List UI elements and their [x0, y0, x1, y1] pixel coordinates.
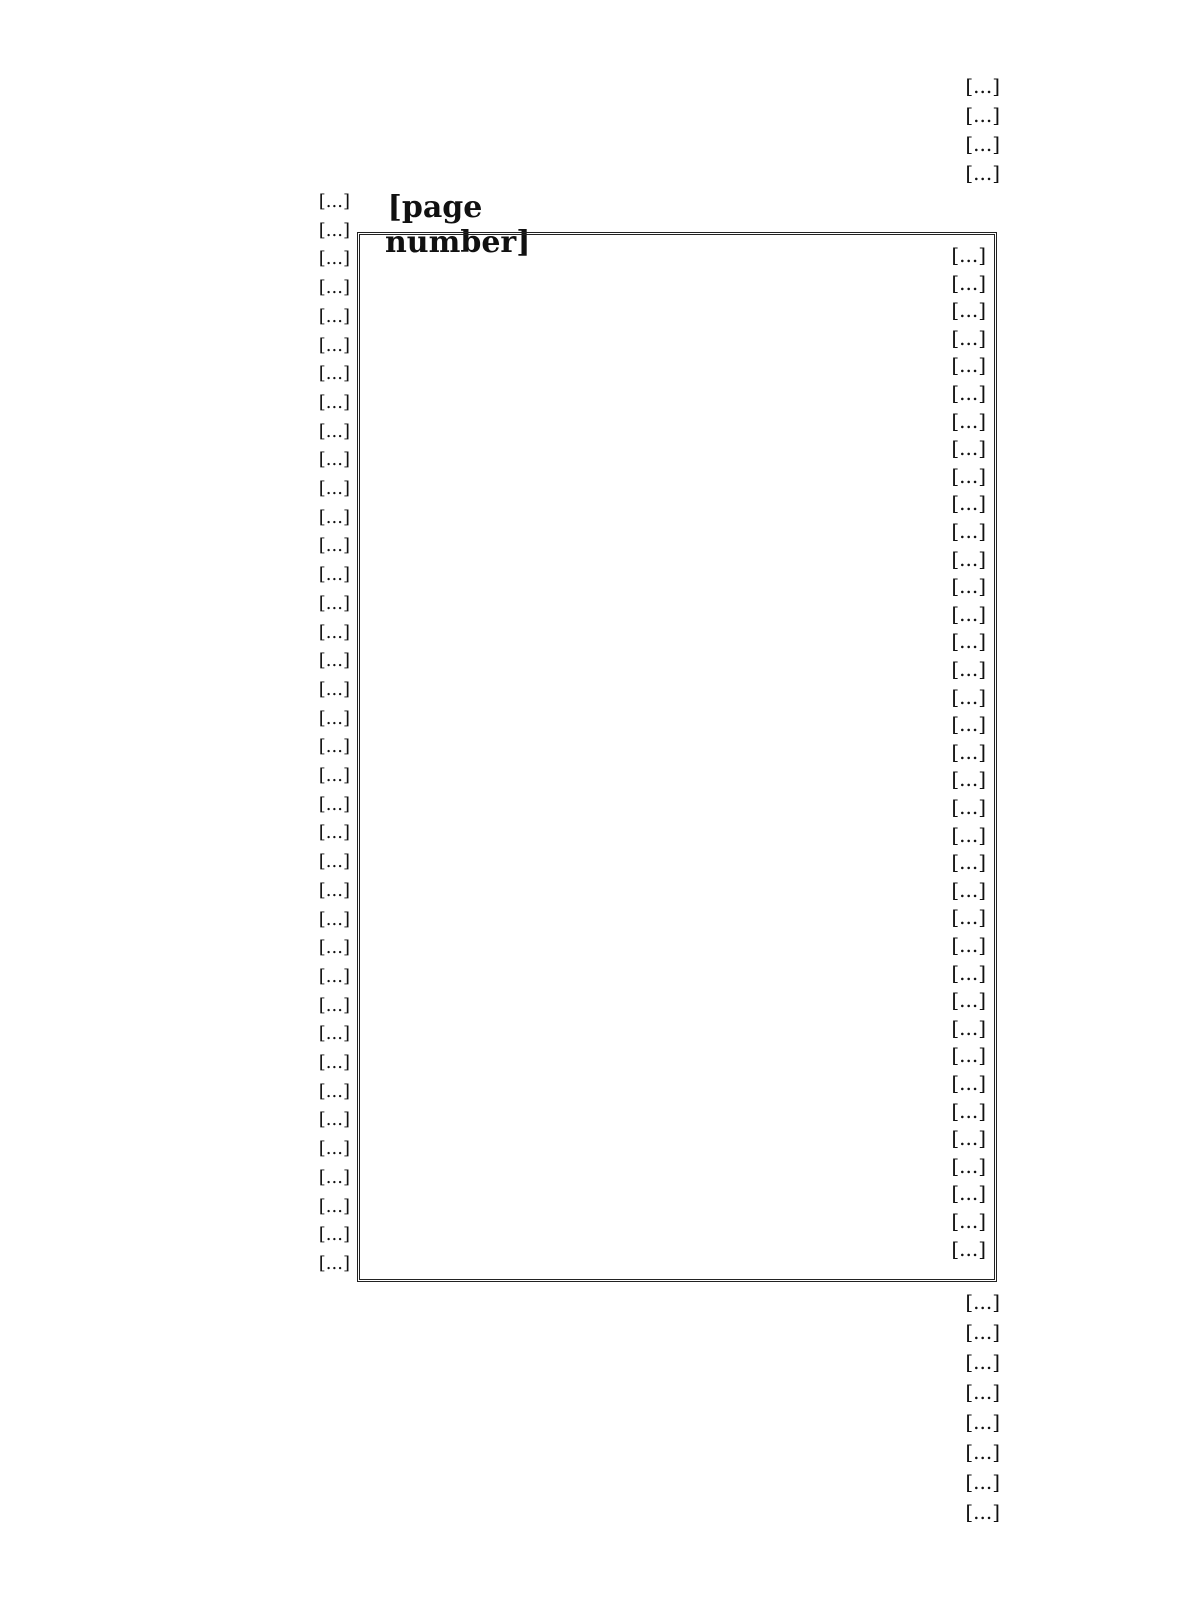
- text-line: [...]: [318, 1138, 350, 1160]
- text-line: [...]: [318, 822, 350, 844]
- text-line: [...]: [318, 248, 350, 270]
- text-line: [...]: [951, 767, 986, 792]
- text-line: [...]: [951, 877, 986, 902]
- text-line: [...]: [951, 739, 986, 764]
- text-line: [...]: [951, 1153, 986, 1178]
- text-line: [...]: [965, 1350, 1000, 1374]
- text-line: [...]: [965, 1500, 1000, 1524]
- text-line: [...]: [318, 650, 350, 672]
- text-line: [...]: [951, 657, 986, 681]
- text-line: [...]: [951, 270, 986, 295]
- text-line: [...]: [965, 1380, 1000, 1404]
- text-line: [...]: [318, 1109, 350, 1131]
- text-line: [...]: [951, 629, 986, 654]
- text-line: [...]: [951, 463, 986, 488]
- text-line: [...]: [951, 1043, 986, 1068]
- text-line: [...]: [318, 449, 350, 471]
- text-line: [...]: [318, 420, 350, 442]
- text-line: [...]: [951, 381, 986, 405]
- text-line: [...]: [965, 1470, 1000, 1494]
- text-line: [...]: [951, 325, 986, 350]
- text-line: [...]: [965, 132, 1000, 156]
- text-line: [...]: [318, 765, 350, 786]
- text-line: [...]: [951, 408, 986, 433]
- text-line: [...]: [951, 1126, 986, 1151]
- text-line: [...]: [951, 298, 986, 323]
- text-line: [...]: [951, 546, 986, 571]
- text-line: [...]: [318, 879, 350, 901]
- text-line: [...]: [951, 795, 986, 819]
- text-line: [...]: [951, 491, 986, 516]
- text-line: [...]: [318, 965, 350, 987]
- text-line: [...]: [965, 103, 1000, 127]
- text-line: [...]: [318, 1224, 350, 1246]
- text-line: [...]: [951, 684, 986, 709]
- text-line: [...]: [318, 363, 350, 385]
- text-line: [...]: [318, 736, 350, 758]
- text-line: [...]: [318, 1166, 350, 1188]
- text-line: [...]: [318, 1195, 350, 1217]
- text-line: [...]: [318, 1252, 350, 1274]
- text-line: [...]: [318, 564, 350, 586]
- text-line: [...]: [951, 353, 986, 378]
- text-line: [...]: [951, 436, 986, 461]
- text-line: [...]: [318, 219, 350, 241]
- text-line: [...]: [318, 678, 350, 700]
- text-line: [...]: [318, 506, 350, 528]
- text-line: [...]: [318, 478, 350, 499]
- text-line: [...]: [318, 592, 350, 614]
- text-line: [...]: [318, 391, 350, 413]
- text-line: [...]: [951, 574, 986, 599]
- text-line: [...]: [965, 1410, 1000, 1434]
- text-line: [...]: [951, 1098, 986, 1123]
- text-line: [...]: [965, 1440, 1000, 1464]
- text-line: [...]: [965, 1290, 1000, 1314]
- text-line: [...]: [318, 334, 350, 356]
- text-line: [...]: [951, 960, 986, 985]
- text-line: [...]: [965, 161, 1000, 185]
- page-number: [page number]: [385, 190, 531, 260]
- text-line: [...]: [318, 535, 350, 557]
- text-line: [...]: [951, 850, 986, 875]
- text-line: [...]: [951, 933, 986, 957]
- text-line: [...]: [318, 994, 350, 1016]
- text-line: [...]: [965, 1320, 1000, 1344]
- text-line: [...]: [318, 908, 350, 930]
- text-line: [...]: [318, 793, 350, 815]
- text-line: [...]: [951, 1181, 986, 1206]
- text-line: [...]: [951, 1071, 986, 1095]
- text-line: [...]: [951, 243, 986, 267]
- side-commentary: [160, 188, 350, 1288]
- text-line: [...]: [951, 905, 986, 930]
- text-line: [...]: [951, 1209, 986, 1233]
- text-line: [...]: [318, 305, 350, 327]
- text-line: [...]: [965, 74, 1000, 98]
- text-line: [...]: [318, 277, 350, 299]
- text-line: [...]: [318, 851, 350, 873]
- text-line: [...]: [951, 601, 986, 626]
- text-line: [...]: [318, 1023, 350, 1045]
- bottom-commentary: [160, 1288, 1000, 1558]
- text-line: [...]: [318, 621, 350, 643]
- text-line: [...]: [951, 519, 986, 543]
- main-text-box: [357, 232, 997, 1282]
- text-line: [...]: [951, 822, 986, 847]
- text-line: [...]: [951, 712, 986, 737]
- text-line: [...]: [318, 707, 350, 729]
- text-line: [...]: [951, 1236, 986, 1261]
- text-line: [...]: [318, 1052, 350, 1073]
- text-line: [...]: [318, 191, 350, 212]
- text-line: [...]: [951, 988, 986, 1013]
- text-line: [...]: [318, 937, 350, 959]
- text-line: [...]: [951, 1015, 986, 1040]
- text-line: [...]: [318, 1080, 350, 1102]
